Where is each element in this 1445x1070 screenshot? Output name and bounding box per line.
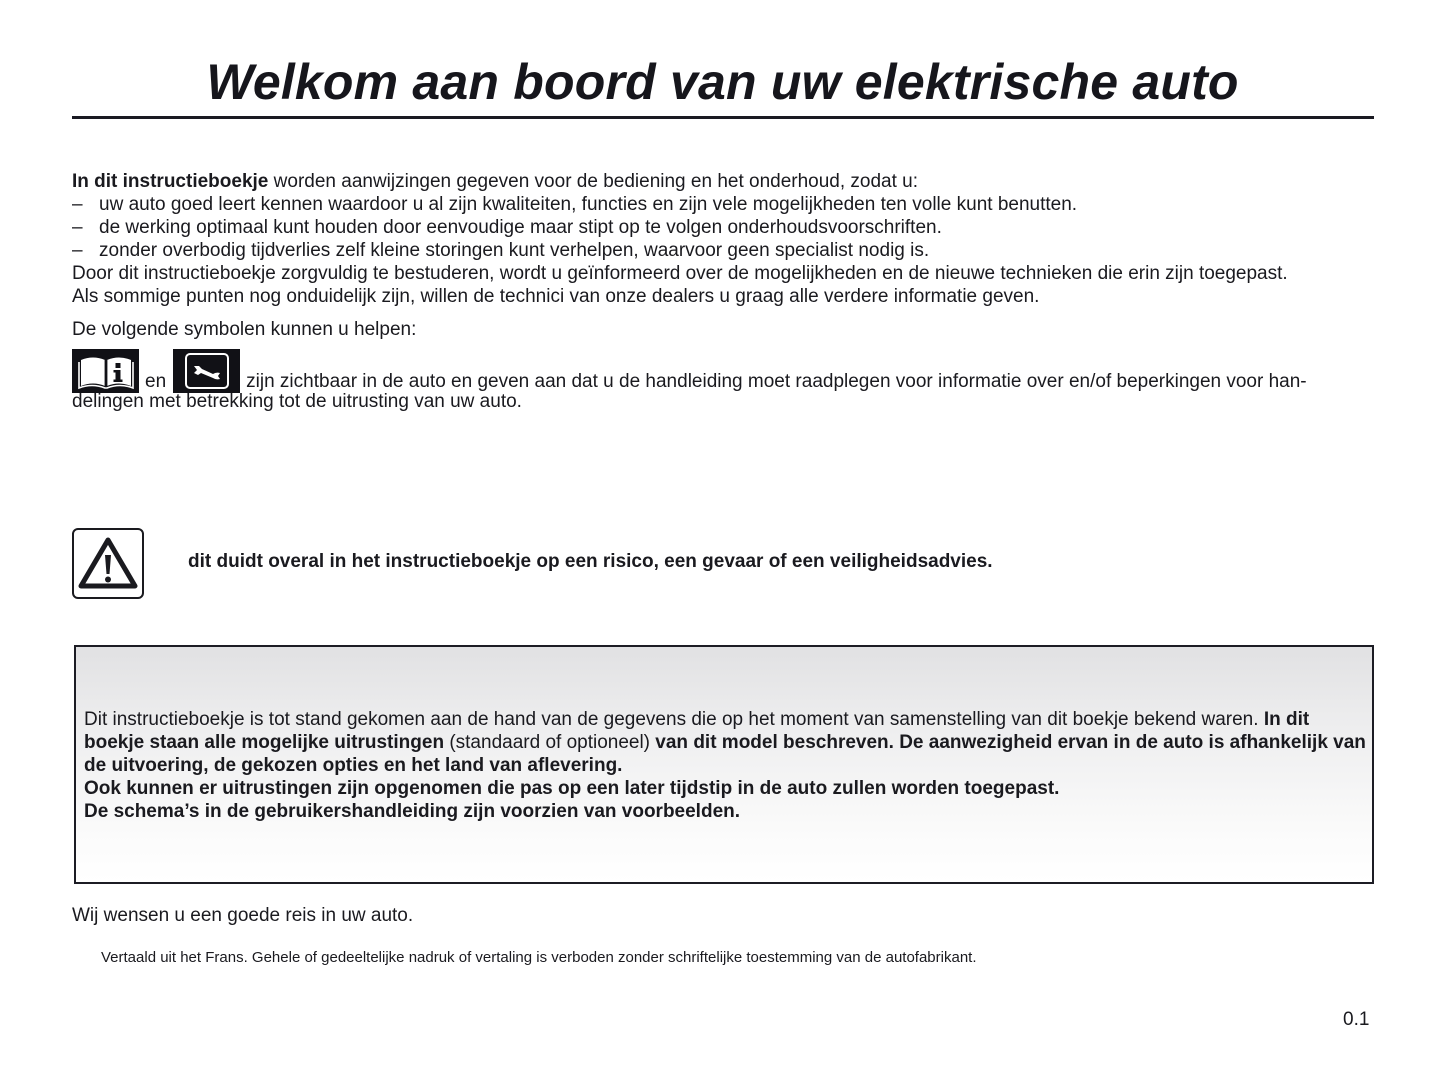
wrench-icon — [173, 349, 240, 393]
symbols-description — [72, 349, 1382, 413]
notice-bold-1: In dit boekje staan alle mogelijke uitrustingen — [84, 709, 1310, 753]
list-item-text: uw auto goed leert kennen waardoor u al zijn kwaliteiten, functies en zijn vele mogelijkheden ten volle kunt benutten. — [99, 194, 1078, 215]
closing-text: Wij wensen u een goede reis in uw auto. — [72, 905, 414, 926]
notice-box — [74, 645, 1374, 884]
page-title: Welkom aan boord van uw elektrische auto — [206, 54, 1239, 110]
symbols-lead: De volgende symbolen kunnen u helpen: — [72, 319, 417, 340]
bullet-dash: – — [72, 194, 83, 215]
intro-section — [72, 170, 1382, 308]
intro-lead-bold: In dit instructieboekje — [72, 171, 269, 192]
bullet-dash: – — [72, 217, 83, 238]
book-info-icon — [72, 349, 139, 393]
intro-lead-rest: worden aanwijzingen gegeven voor de bediening en het onderhoud, zodat u: — [268, 171, 919, 192]
list-item — [72, 239, 1382, 262]
title-divider — [72, 116, 1374, 119]
notice-normal-2: (standaard of optioneel) — [444, 732, 656, 753]
list-item — [72, 193, 1382, 216]
symbols-description-line-1: zijn zichtbaar in de auto en geven aan dat u de handleiding moet raadplegen voor informatie over en/of beperkingen voor han- — [246, 371, 1307, 392]
list-item-text: zonder overbodig tijdverlies zelf kleine storingen kunt verhelpen, waarvoor geen specialist nodig is. — [99, 240, 930, 261]
notice-bold-4: De schema’s in de gebruikershandleiding zijn voorzien van voorbeelden. — [84, 801, 741, 822]
notice-bold-2: van dit model beschreven. De aanwezigheid ervan in de auto is afhankelijk van de uitvoering, de gekozen opties en het land van aflevering. — [84, 732, 1366, 776]
intro-paragraph-2: Als sommige punten nog onduidelijk zijn, willen de technici van onze dealers u graag alle verdere informatie geven. — [72, 286, 1040, 307]
notice-bold-3: Ook kunnen er uitrustingen zijn opgenomen die pas op een later tijdstip in de auto zullen worden toegepast. — [84, 778, 1060, 799]
intro-lead — [72, 170, 1382, 193]
warning-triangle-icon — [72, 528, 144, 599]
symbols-connector: en — [145, 371, 167, 392]
list-item — [72, 216, 1382, 239]
translation-footnote: Vertaald uit het Frans. Gehele of gedeeltelijke nadruk of vertaling is verboden zonder schriftelijke toestemming van de autofabrikant. — [101, 949, 977, 966]
notice-normal-1: Dit instructieboekje is tot stand gekomen aan de hand van de gegevens die op het moment van samenstelling van dit boekje bekend waren. — [84, 709, 1264, 730]
bullet-dash: – — [72, 240, 83, 261]
warning-description: dit duidt overal in het instructieboekje op een risico, een gevaar of een veiligheidsadvies. — [188, 551, 993, 572]
list-item-text: de werking optimaal kunt houden door eenvoudige maar stipt op te volgen onderhoudsvoorschriften. — [99, 217, 942, 238]
symbols-description-line-2: delingen met betrekking tot de uitrusting van uw auto. — [72, 391, 522, 412]
intro-paragraph-1: Door dit instructieboekje zorgvuldig te bestuderen, wordt u geïnformeerd over de mogelijkheden en de nieuwe technieken die erin zijn toegepast. — [72, 263, 1288, 284]
page-number: 0.1 — [1343, 1009, 1370, 1030]
notice-text — [84, 708, 1366, 823]
